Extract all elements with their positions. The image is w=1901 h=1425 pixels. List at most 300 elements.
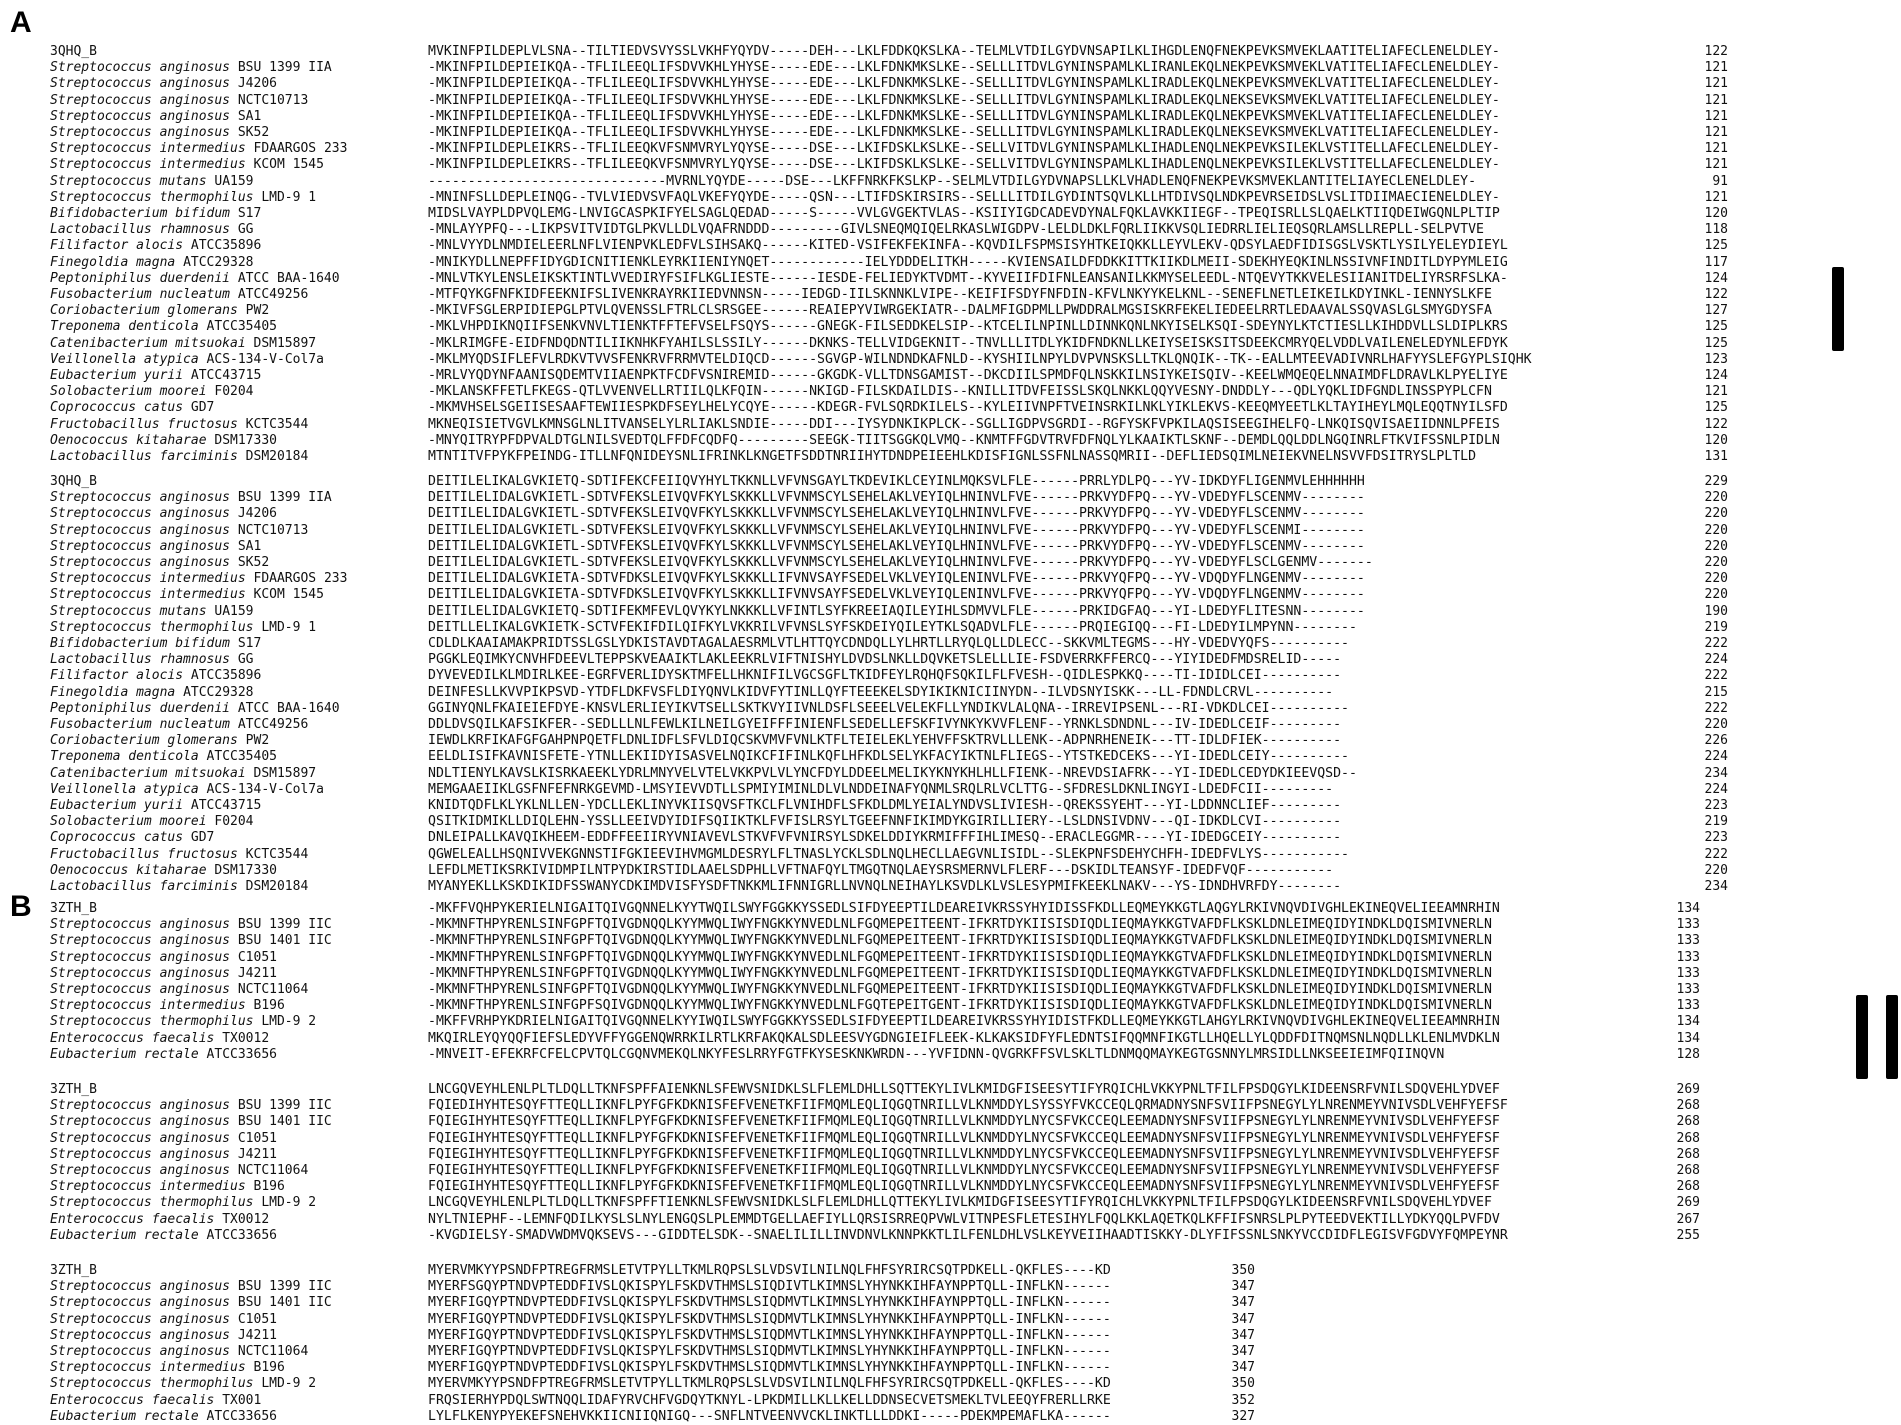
residue-count: 347 [1231,1344,1255,1359]
species-genus: Streptococcus intermedius [50,157,246,173]
residue-count: 124 [1704,368,1728,383]
sequence: -MKINFPILDEPIEIKQA--TFLILEEQLIFSDVVKHLYHYSE-----EDE---LKLFDNKMKSLKE--SELLLITDVLGYNINSPAMLKLIRADLEKQLNEKPEVKSMVEKLVATITELIAFECLENELDLEY- [428,108,1500,124]
species-name [50,1409,415,1425]
sequence: MYERFIGQYPTNDVPTEDDFIVSLQKISPYLFSKDVTHMSLSIQDMVTLKIMNSLYHYNKKIHFAYNPPTQLL-INFLKN------ [428,1311,1111,1327]
residue-count: 125 [1704,319,1728,335]
strain-id: DSM17330 [214,432,277,448]
sequence: -MKMNFTHPYRENLSINFGPFSQIVGDNQQLKYYMWQLIWYFNGKKYNVEDLNLFGQTEPEITGENT-IFKRTDYKIISISDIQDLIEQMAYKKGTVAFDFLKSKLDNLEIMEQIDYINDKLDQISMIVNERLN [428,998,1492,1014]
residue-count: 220 [1704,490,1728,506]
sequence: DEITLLELIKALGVKIETK-SCTVFEKIFDILQIFKYLVKKRILVFVNSLSYFSKDEIYQILEYTKLSQADVLFLE------PRQIEGIQQ---FI-LDEDYILMPYNN-------- [428,619,1357,635]
sequence: -MKLVHPDIKNQIIFSENKVNVLTIENKTFFTEFVSELFSQYS------GNEGK-FILSEDDKELSIP--KTCELILNPINLLDINNKQNLNKYISELKSQI-SDEYNYLKTCTIESLLKIHDDVLLSLDIPLKRS [428,319,1508,335]
species-name [50,950,415,966]
strain-id: ACS-134-V-Col7a [206,351,324,367]
species-name [50,352,415,368]
strain-id: ATCC49256 [237,717,309,732]
strain-id: NCTC10713 [237,522,309,538]
residue-count: 347 [1231,1327,1255,1343]
species-genus: Filifactor alocis [50,668,184,684]
strain-id: NCTC10713 [237,92,309,108]
species-name [50,620,415,636]
species-genus: 3ZTH_B [50,1263,97,1278]
species-name [50,917,415,933]
species-name [50,1312,415,1328]
sequence: QGWELEALLHSQNIVVEKGNNSTIFGKIEEVIHVMGMLDESRYLFLTNASLYCKLSDLNQLHECLLAEGVNLISIDL--SLEKPNFSDEHYCHFH-IDEDFVLYS----------- [428,846,1349,862]
species-genus: Oenococcus kitaharae [50,432,207,448]
strain-id: BSU 1401 IIC [237,1295,332,1311]
strain-id: LMD-9 1 [261,189,317,205]
sequence: -MNLAYYPFQ---LIKPSVITVIDTGLPKVLLDLVQAFRNDDD---------GIVLSNEQMQIQELRKASLWIGDPV-LELDLDKLFQRLIIKKVSQLIEDRRLIELIEQSQRLAMSLLREPLL-SELPVTVE [428,222,1484,238]
species-genus: 3ZTH_B [50,901,97,916]
residue-count: 118 [1704,222,1728,238]
residue-count: 222 [1704,636,1728,651]
strain-id: J4211 [237,965,277,981]
group-ii-bar-left [1856,995,1868,1079]
strain-id: KCOM 1545 [253,587,324,603]
sequence: DEITILELIDALGVKIETQ-SDTIFEKMFEVLQVYKYLNKKKLLVFINTLSYFKREEIAQILEYIHLSDMVVLFLE------PRKIDGFAQ---YI-LDEDYFLITESNN-------- [428,603,1365,619]
sequence: LYLFLKENYPYEKEFSNEHVKKIICNIIQNIGQ---SNFLNTVEENVVCKLINKTLLLDDKI-----PDEKMPEMAFLKA------ [428,1408,1111,1424]
species-name [50,901,415,917]
sequence: -MKINFPILDEPIEIKQA--TFLILEEQLIFSDVVKHLYHYSE-----EDE---LKLFDNKMKSLKE--SELLLITDVLGYNINSPAMLKLIRADLEKQLNEKSEVKSMVEKLVATITELIAFECLENELDLEY- [428,125,1500,140]
species-name [50,449,415,465]
strain-id: ACS-134-V-Col7a [206,781,324,797]
strain-id: ATCC35405 [206,319,277,335]
strain-id: FDAARGOS 233 [253,141,348,157]
species-name [50,1131,415,1147]
residue-count: 220 [1704,522,1728,538]
residue-count: 121 [1704,108,1728,124]
residue-count: 125 [1704,335,1728,351]
species-genus: Veillonella atypica [50,351,199,367]
residue-count: 133 [1676,982,1700,997]
species-name [50,766,415,782]
sequence: CDLDLKAAIAMAKPRIDTSSLGSLYDKISTAVDTAGALAESRMLVTLHTTQYCDNDQLLYLHRTLLRYQLQLLDLECC--SKKVMLTEGMS---HY-VDEDVYQFS---------- [428,636,1349,651]
strain-id: BSU 1399 IIA [237,490,332,506]
residue-count: 219 [1704,814,1728,830]
strain-id: B196 [253,1179,285,1195]
species-genus: Streptococcus anginosus [50,1098,231,1114]
strain-id: PW2 [245,733,270,749]
species-genus: Streptococcus anginosus [50,108,231,124]
species-genus: Coprococcus catus [50,830,184,846]
strain-id: TX001 [222,1392,262,1408]
residue-count: 121 [1704,157,1728,173]
strain-id: C1051 [237,949,277,965]
species-genus: Eubacterium rectale [50,1046,199,1062]
species-name [50,685,415,701]
species-genus: Streptococcus anginosus [50,125,231,140]
species-name [50,555,415,571]
residue-count: 327 [1231,1408,1255,1424]
species-genus: Streptococcus anginosus [50,506,231,522]
sequence: -MKINFPILDEPIEIKQA--TFLILEEQLIFSDVVKHLYHYSE-----EDE---LKLFDNKMKSLKE--SELLLITDVLGYNINSPAMLKLIRADLEKQLNEKPEVKSMVEKLVATITELIAFECLENELDLEY- [428,76,1500,92]
species-name [50,60,415,76]
species-genus: Streptococcus intermedius [50,998,246,1014]
residue-count: 128 [1676,1046,1700,1062]
species-genus: Coprococcus catus [50,400,184,416]
species-genus: Lactobacillus farciminis [50,449,238,464]
sequence: -MKINFPILDEPLEIKRS--TFLILEEQKVFSNMVRYLYQYSE-----DSE---LKIFDSKLKSLKE--SELLVITDVLGYNINSPAMLKLIHADLENQLNEKPEVKSILEKLVSTITELLAFECLENELDLEY- [428,157,1500,173]
sequence: DEITILELIDALGVKIETL-SDTVFEKSLEIVQVFKYLSKKKLLVFVNMSCYLSEHELAKLVEYIQLHNINVLFVE------PRKVYDFPQ---YV-VDEDYFLSCENMV-------- [428,490,1365,506]
residue-count: 121 [1704,141,1728,157]
sequence: FRQSIERHYPDQLSWTNQQLIDAFYRVCHFVGDQYTKNYL-LPKDMILLKLLKELLDDNSECVETSMEKLTVLEEQYFRERLLRKE [428,1392,1111,1408]
species-genus: Streptococcus anginosus [50,1327,231,1343]
species-name [50,490,415,506]
strain-id: NCTC11064 [237,1163,309,1178]
species-name [50,474,415,490]
residue-count: 121 [1704,76,1728,92]
species-genus: Filifactor alocis [50,238,184,254]
strain-id: TX0012 [222,1211,270,1227]
species-genus: Catenibacterium mitsuokai [50,335,246,351]
sequence: -MTFQYKGFNFKIDFEEKNIFSLIVENKRAYRKIIEDVNNSN-----IEDGD-IILSKNNKLVIPE--KEIFIFSDYFNFDIN-KFVLNKYYKELKNL--SENEFLNETLEIKEILKDYINKL-IENNYSLKFE [428,287,1492,302]
sequence: MYERFIGQYPTNDVPTEDDFIVSLQKISPYLFSKDVTHMSLSIQDMVTLKIMNSLYHYNKKIHFAYNPPTQLL-INFLKN------ [428,1327,1111,1343]
sequence: -MNLVYYDLNMDIELEERLNFLVIENPVKLEDFVLSIHSAKQ------KITED-VSIFEKFEKINFA--KQVDILFSPMSISYHTKEIQKKLLEYVLEKV-QDSYLAEDFIDISGSLVSKTLYSILYELEYDIEYL [428,238,1508,254]
species-genus: Treponema denticola [50,749,199,765]
sequence: MEMGAAEIIKLGSFNFEFNRKGEVMD-LMSYIEVVDTLLSPMIYIMINLDLVLNDDEINAFYQNMLSRQLRLVCLTTG--SFDRESLDKNLINGYI-LDEDFCII--------- [428,781,1334,797]
species-genus: Streptococcus anginosus [50,982,231,997]
species-name [50,238,415,254]
species-genus: Finegoldia magna [50,254,176,270]
species-genus: Streptococcus mutans [50,173,207,189]
species-name [50,1014,415,1030]
species-genus: Lactobacillus farciminis [50,879,238,894]
species-name [50,966,415,982]
residue-count: 133 [1676,917,1700,933]
strain-id: TX0012 [222,1030,270,1046]
species-genus: Catenibacterium mitsuokai [50,765,246,781]
strain-id: ATCC29328 [183,254,254,270]
residue-count: 219 [1704,619,1728,635]
species-name [50,733,415,749]
sequence: MYERFSGQYPTNDVPTEDDFIVSLQKISPYLFSKDVTHMSLSIQDIVTLKIMNSLYHYNKKIHFAYNPPTQLL-INFLKN------ [428,1279,1111,1295]
species-genus: Streptococcus anginosus [50,1279,231,1295]
species-genus: Streptococcus intermedius [50,1179,246,1195]
sequence: -KVGDIELSY-SMADVWDMVQKSEVS---GIDDTELSDK--SNAELILILLINVDNVLKNNPKKTLILFENLDHLVSLKEYVEIIHAADTISKKY-DLYFIFSSNLSNKYVCCDIDFLEGISVFGDVYFQMPEYNR [428,1227,1508,1243]
species-name [50,604,415,620]
sequence: -MKLANSKFFETLFKEGS-QTLVVENVELLRTIILQLKFQIN------NKIGD-FILSKDAILDIS--KNILLITDVFEISSLSKQLNKKLQQYVESNY-DNDDLY---QDLYQKLIDFGNDLINSSPYPLCFN [428,384,1492,400]
residue-count: 134 [1676,1014,1700,1030]
residue-count: 220 [1704,571,1728,587]
species-name [50,1279,415,1295]
sequence: MTNTITVFPYKFPEINDG-ITLLNFQNIDEYSNLIFRINKLKNGETFSDDTNRIIHYTDNDPEIEEHLKDISFIGNLSSFNLNASSQMRII--DEFLIEDSQIMLNEIEKVNELNSVVFDSITRYSLPLTLD [428,449,1477,464]
residue-count: 224 [1704,652,1728,668]
residue-count: 133 [1676,949,1700,965]
species-genus: Solobacterium moorei [50,384,207,400]
species-name [50,44,415,60]
residue-count: 350 [1231,1376,1255,1392]
species-name [50,109,415,125]
species-genus: Streptococcus anginosus [50,490,231,506]
sequence: DEITILELIDALGVKIETL-SDTVFEKSLEIVQVFKYLSKKKLLVFVNMSCYLSEHELAKLVEYIQLHNINVLFVE------PRKVYDFPQ---YV-VDEDYFLSCENMI-------- [428,522,1365,538]
strain-id: DSM15897 [253,765,317,781]
sequence: -MNLVTKYLENSLEIKSKTINTLVVEDIRYFSIFLKGLIESTE------IESDE-FELIEDYKTVDMT--KYVEIIFDIFNLEANSANILKKMYSELEEDL-NTQEVYTKKVELESIIANITDELIYRSRFSLKA- [428,270,1508,286]
species-genus: Streptococcus anginosus [50,933,231,949]
strain-id: B196 [253,998,285,1014]
sequence: DEITILELIKALGVKIETQ-SDTIFEKCFEIIQVYHYLTKKNLLVFVNSGAYLTKDEVIKLCEYINLMQKSVLFLE------PRRLYDLPQ---YV-IDKDYFLIGENMVLEHHHHHH [428,474,1365,489]
species-name [50,701,415,717]
species-name [50,1114,415,1130]
sequence: -MKMNFTHPYRENLSINFGPFTQIVGDNQQLKYYMWQLIWYFNGKKYNVEDLNLFGQMEPEITEENT-IFKRTDYKIISISDIQDLIEQMAYKKGTVAFDFLKSKLDNLEIMEQIDYINDKLDQISMIVNERLN [428,933,1492,949]
sequence: FQIEGIHYHTESQYFTTEQLLIKNFLPYFGFKDKNISFEFVENETKFIIFMQMLEQLIQGQTNRILLVLKNMDDYLNYCSFVKCCEQLEEMADNYSNFSVIIFPSNEGYLYLNRENMEYVNIVSDLVEHFYEFSF [428,1114,1500,1130]
species-genus: Eubacterium yurii [50,368,184,383]
strain-id: BSU 1401 IIC [237,933,332,949]
species-name [50,982,415,998]
residue-count: 91 [1712,173,1728,189]
species-name [50,190,415,206]
residue-count: 234 [1704,765,1728,781]
strain-id: SK52 [237,125,270,140]
species-name [50,1263,415,1279]
species-genus: Peptoniphilus duerdenii [50,700,231,716]
species-name [50,141,415,157]
strain-id: LMD-9 2 [261,1014,317,1030]
sequence: -MKLRIMGFE-EIDFNDQDNTILIIKNHKFYAHILSLSSILY------DKNKS-TELLVIDGEKNIT--TNVLLLITDLYKIDFNDKNLLKEIYSEISKSITSDEEKCMRYQELVDDLVAILENELEDYNLEFDYK [428,335,1508,351]
sequence: FQIEGIHYHTESQYFTTEQLLIKNFLPYFGFKDKNISFEFVENETKFIIFMQMLEQLIQGQTNRILLVLKNMDDYLNYCSFVKCCEQLEEMADNYSNFSVIIFPSNEGYLYLNRENMEYVNIVSDLVEHFYEFSF [428,1163,1500,1178]
strain-id: KCTC3544 [245,416,309,432]
species-genus: Fusobacterium nucleatum [50,717,231,732]
residue-count: 220 [1704,862,1728,878]
sequence: IEWDLKRFIKAFGFGAHPNPQETFLDNLIDFLSFVLDIQCSKVMVFVNLKTFLTEIELEKLYEHVFFSKTRVLLLENK--ADPNRHENEIK---TT-IDLDFIEK---------- [428,733,1342,749]
species-name [50,847,415,863]
residue-count: 350 [1231,1263,1255,1278]
species-name [50,539,415,555]
species-name [50,1031,415,1047]
residue-count: 222 [1704,700,1728,716]
residue-count: 220 [1704,587,1728,603]
sequence: MVKINFPILDEPLVLSNA--TILTIEDVSVYSSLVKHFYQYDV-----DEH---LKLFDDKQKSLKA--TELMLVTDILGYDVNSAPILKLIHGDLENQFNEKPEVKSMVEKLAATITELIAFECLENELDLEY- [428,44,1500,59]
residue-count: 220 [1704,717,1728,732]
sequence: -MKMNFTHPYRENLSINFGPFTQIVGDNQQLKYYMWQLIWYFNGKKYNVEDLNLFGQMEPEITEENT-IFKRTDYKIISISDIQDLIEQMAYKKGTVAFDFLKSKLDNLEIMEQIDYINDKLDQISMIVNERLN [428,949,1492,965]
sequence: GGINYQNLFKAIEIEFDYE-KNSVLERLIEYIKVTSELLSKTKVYIIVNLDSFLSEEELVELEKFLLYNDIKVLALQNA--IRREVIPSENL---RI-VDKDLCEI---------- [428,700,1349,716]
residue-count: 134 [1676,901,1700,916]
sequence: -MNYQITRYPFDPVALDTGLNILSVEDTQLFFDFCQDFQ---------SEEGK-TIITSGGKQLVMQ--KNMTFFGDVTRVFDFNQLYLKAAIKTLSKNF--DEMDLQQLDDLNGQINRLFTKVIFSSNLPIDLN [428,432,1500,448]
sequence: -MKIVFSGLERPIDIEPGLPTVLQVENSSLFTRLCLSRSGEE------REAIEPYVIWRGEKIATR--DALMFIGDPMLLPWDDRALMGSISKRFEKELIEDEELRRTLEDAAVALSSQVASLGLSMYGDYSFA [428,303,1492,319]
strain-id: J4206 [237,76,277,92]
species-genus: Streptococcus anginosus [50,522,231,538]
strain-id: DSM15897 [253,335,317,351]
species-genus: 3QHQ_B [50,44,97,59]
sequence: MKQIRLEYQYQQFIEFSLEDYVFFYGGENQWRRKILRTLKRFAKQKALSDLEESVYGDNGIEIFLEEK-KLKAKSIDFYFLEDNTSIFQQMNFIKGTLLHQELLYLQDDFDITNQMSNLNQDLLKLENLMVDKLN [428,1030,1500,1046]
sequence: NYLTNIEPHF--LEMNFQDILKYSLSLNYLENGQSLPLEMMDTGELLAEFIYLLQRSISRREQPVWLVITNPESFLETESIHYLFQQLKKLAQETKQLKFFIFSNRSLPLPYTEEDVEKTILLYDKYQQLPVFDV [428,1211,1500,1227]
species-genus: Streptococcus anginosus [50,1311,231,1327]
strain-id: B196 [253,1360,285,1376]
strain-id: ATCC BAA-1640 [237,270,340,286]
sequence: EELDLISIFKAVNISFETE-YTNLLEKIIDYISASVELNQIKCFIFINLKQFLHFKDLSELYKFACYIKTNLFLIEGS--YTSTKEDCEKS---YI-IDEDLCEIY---------- [428,749,1349,765]
residue-count: 127 [1704,303,1728,319]
species-genus: Streptococcus intermedius [50,571,246,587]
species-name [50,206,415,222]
residue-count: 117 [1704,254,1728,270]
strain-id: LMD-9 2 [261,1376,317,1392]
sequence: DEITILELIDALGVKIETL-SDTVFEKSLEIVQVFKYLSKKKLLVFVNMSCYLSEHELAKLVEYIQLHNINVLFVE------PRKVYDFPQ---YV-VDEDYFLSCLGENMV------- [428,555,1373,570]
sequence: LNCGQVEYHLENLPLTLDQLLTKNFSPFFAIENKNLSFEWVSNIDKLSLFLEMLDHLLSQTTEKYLIVLKMIDGFISEESYTIFYRQICHLVKKYPNLTFILFPSDQGYLKIDEENSRFVNILSDQVEHLYDVEF [428,1082,1500,1097]
species-genus: Enterococcus faecalis [50,1392,215,1408]
strain-id: F0204 [214,384,254,400]
species-name [50,652,415,668]
species-name [50,1047,415,1063]
strain-id: J4206 [237,506,277,522]
residue-count: 268 [1676,1163,1700,1178]
sequence: MKNEQISIETVGVLKMNSGLNLITVANSELYLRLIAKLSNDIE-----DDI---IYSYDNKIKPLCK--SGLLIGDPVSGRDI--RGFYSKFVPKILAQSISEEGIHELFQ-LNKQISQVISAEIIDNNLPFEIS [428,416,1500,432]
species-genus: Streptococcus anginosus [50,60,231,76]
species-genus: Streptococcus anginosus [50,965,231,981]
species-name [50,1295,415,1311]
strain-id: KCOM 1545 [253,157,324,173]
sequence: MYERVMKYYPSNDFPTREGFRMSLETVTPYLLTKMLRQPSLSLVDSVILNILNQLFHFSYRIRCSQTPDKELL-QKFLES----KD [428,1376,1111,1392]
species-name [50,1147,415,1163]
strain-id: NCTC11064 [237,982,309,997]
sequence: DEINFESLLKVVPIKPSVD-YTDFLDKFVSFLDIYQNVLKIDVFYTINLLQYFTEEEKELSDYIKIKNICIINYDN--ILVDSNYISKK---LL-FDNDLCRVL---------- [428,684,1334,700]
residue-count: 190 [1704,603,1728,619]
sequence: -MKMVHSELSGEIISESAAFTEWIIESPKDFSEYLHELYCQYE------KDEGR-FVLSQRDKILELS--KYLEIIVNPFTVEINSRKILNKLYIKLEKVS-KEEQMYEETLKLTAYIHEYLMQLEQQTNYILSFD [428,400,1508,416]
species-name [50,998,415,1014]
residue-count: 123 [1704,351,1728,367]
sequence: PGGKLEQIMKYCNVHFDEEVLTEPPSKVEAAIKTLAKLEEKRLVIFTNISHYLDVDSLNKLLDQVKETSLELLLIE-FSDVERRKFFERCQ---YIYIDEDFMDSRELID----- [428,652,1342,668]
strain-id: ATCC29328 [183,684,254,700]
sequence: MYERFIGQYPTNDVPTEDDFIVSLQKISPYLFSKDVTHMSLSIQDMVTLKIMNSLYHYNKKIHFAYNPPTQLL-INFLKN------ [428,1344,1111,1359]
species-name [50,830,415,846]
species-genus: Streptococcus anginosus [50,1295,231,1311]
species-genus: Streptococcus anginosus [50,1114,231,1130]
species-genus: Bifidobacterium bifidum [50,206,231,221]
strain-id: ATCC43715 [190,368,262,383]
sequence: -MKMNFTHPYRENLSINFGPFTQIVGDNQQLKYYMWQLIWYFNGKKYNVEDLNLFGQMEPEITEENT-IFKRTDYKIISISDIQDLIEQMAYKKGTVAFDFLKSKLDNLEIMEQIDYINDKLDQISMIVNERLN [428,982,1492,997]
species-genus: Fusobacterium nucleatum [50,287,231,302]
strain-id: BSU 1399 IIC [237,1279,332,1295]
species-genus: Streptococcus thermophilus [50,619,254,635]
species-name [50,1195,415,1211]
residue-count: 223 [1704,830,1728,846]
sequence: MYERVMKYYPSNDFPTREGFRMSLETVTPYLLTKMLRQPSLSLVDSVILNILNQLFHFSYRIRCSQTPDKELL-QKFLES----KD [428,1263,1111,1278]
strain-id: ATCC BAA-1640 [237,700,340,716]
residue-count: 268 [1676,1146,1700,1162]
strain-id: SA1 [237,538,262,554]
sequence: -MNIKYDLLNEPFFIDYGDICNITIENKLEYRKIIENIYNQET------------IELYDDDELITKH-----KVIENSAILDFDDKKITTKIIKDLMEII-SDEKHYEQKINLNSSIVNFINDITLDYPYMLEIG [428,254,1508,270]
sequence: DDLDVSQILKAFSIKFER--SEDLLLNLFEWLKILNEILGYEIFFFINIENFLSEDELLEFSKFIVYNKYKVVFLENF--YRNKLSDNDNL---IV-IDEDLCEIF--------- [428,717,1342,732]
strain-id: DSM20184 [245,449,309,464]
residue-count: 347 [1231,1311,1255,1327]
sequence: QSITKIDMIKLLDIQLEHN-YSSLLEEIVDYIDIFSQIIKTKLFVFISLRSYLTGEEFNNFIKIMDYKGIRILLIERY--LSLDNSIVDNV---QI-IDKDLCVI---------- [428,814,1342,830]
species-genus: Streptococcus intermedius [50,141,246,157]
species-name [50,1376,415,1392]
strain-id: NCTC11064 [237,1344,309,1359]
residue-count: 224 [1704,781,1728,797]
strain-id: ATCC35405 [206,749,277,765]
residue-count: 226 [1704,733,1728,749]
sequence: ------------------------------MVRNLYQYDE-----DSE---LKFFNRKFKSLKP--SELMLVTDILGYDVNAPSLLKLVHADLENQFNEKPEVKSMVEKLANTITELIAYECLENELDLEY- [428,173,1477,189]
strain-id: S17 [237,206,262,221]
strain-id: ATCC33656 [206,1046,277,1062]
strain-id: PW2 [245,303,270,319]
sequence: FQIEGIHYHTESQYFTTEQLLIKNFLPYFGFKDKNISFEFVENETKFIIFMQMLEQLIQGQTNRILLVLKNMDDYLNYCSFVKCCEQLEEMADNYSNFSVIIFPSNEGYLYLNRENMEYVNIVSDLVEHFYEFSF [428,1130,1500,1146]
strain-id: ATCC43715 [190,798,262,813]
species-genus: Fructobacillus fructosus [50,846,238,862]
residue-count: 268 [1676,1130,1700,1146]
strain-id: J4211 [237,1146,277,1162]
species-name [50,879,415,895]
species-genus: Streptococcus thermophilus [50,1376,254,1392]
species-name [50,863,415,879]
species-name [50,287,415,303]
species-name [50,1082,415,1098]
residue-count: 125 [1704,400,1728,416]
sequence: -MKLMYQDSIFLEFVLRDKVTVVSFENKRVFRRMVTELDIQCD------SGVGP-WILNDNDKAFNLD--KYSHIILNPYLDVPVNSKSLLTKLQNQIK--TK--EALLMTEEVADIVNRLHAFYYSLEFGYPLSIQHK [428,351,1532,367]
species-name [50,400,415,416]
strain-id: DSM20184 [245,879,309,894]
residue-count: 223 [1704,798,1728,813]
strain-id: ATCC33656 [206,1227,277,1243]
strain-id: ATCC49256 [237,287,309,302]
residue-count: 122 [1704,416,1728,432]
species-genus: Streptococcus thermophilus [50,189,254,205]
strain-id: BSU 1401 IIC [237,1114,332,1130]
residue-count: 120 [1704,432,1728,448]
strain-id: GD7 [190,400,215,416]
species-genus: Eubacterium rectale [50,1408,199,1424]
strain-id: BSU 1399 IIC [237,1098,332,1114]
residue-count: 131 [1704,449,1728,464]
species-genus: Streptococcus anginosus [50,538,231,554]
residue-count: 268 [1676,1114,1700,1130]
strain-id: J4211 [237,1327,277,1343]
sequence: -MKMNFTHPYRENLSINFGPFTQIVGDNQQLKYYMWQLIWYFNGKKYNVEDLNLFGQMEPEITEENT-IFKRTDYKIISISDIQDLIEQMAYKKGTVAFDFLKSKLDNLEIMEQIDYINDKLDQISMIVNERLN [428,917,1492,933]
species-name [50,255,415,271]
residue-count: 220 [1704,555,1728,570]
residue-count: 134 [1676,1030,1700,1046]
species-name [50,384,415,400]
species-name [50,1393,415,1409]
species-genus: Treponema denticola [50,319,199,335]
residue-count: 124 [1704,270,1728,286]
species-name [50,157,415,173]
species-name [50,93,415,109]
sequence: -MKINFPILDEPIEIKQA--TFLILEEQLIFSDVVKHLYHYSE-----EDE---LKLFDNKMKSLKE--SELLLITDVLGYNINSPAMLKLIRADLEKQLNEKSEVKSMVEKLVATITELIAFECLENELDLEY- [428,92,1500,108]
sequence: -MKINFPILDEPIEIKQA--TFLILEEQLIFSDVVKHLYHYSE-----EDE---LKLFDNKMKSLKE--SELLLITDVLGYNINSPAMLKLIRANLEKQLNEKPEVKSMVEKLVATITELIAFECLENELDLEY- [428,60,1500,76]
residue-count: 121 [1704,125,1728,140]
species-name [50,571,415,587]
species-name [50,506,415,522]
species-genus: Streptococcus anginosus [50,92,231,108]
residue-count: 269 [1676,1082,1700,1097]
species-name [50,814,415,830]
species-name [50,717,415,733]
species-genus: Streptococcus anginosus [50,555,231,570]
species-genus: Lactobacillus rhamnosus [50,222,231,238]
residue-count: 122 [1704,287,1728,302]
sequence: MYANYEKLLKSKDIKIDFSSWANYCDKIMDVISFYSDFTNKKMLIFNNIGRLLNVNQLNEIHAYLKSVDLKLVSLESYPMIFKEEKLNAKV---YS-IDNDHVRFDY-------- [428,879,1342,894]
species-name [50,417,415,433]
species-genus: Streptococcus thermophilus [50,1014,254,1030]
strain-id: BSU 1399 IIC [237,917,332,933]
strain-id: ATCC35896 [190,668,262,684]
strain-id: C1051 [237,1311,277,1327]
strain-id: BSU 1399 IIA [237,60,332,76]
species-genus: Enterococcus faecalis [50,1211,215,1227]
species-name [50,76,415,92]
residue-count: 234 [1704,879,1728,894]
species-genus: Enterococcus faecalis [50,1030,215,1046]
species-genus: 3QHQ_B [50,474,97,489]
sequence: -MKINFPILDEPLEIKRS--TFLILEEQKVFSNMVRYLYQYSE-----DSE---LKIFDSKLKSLKE--SELLVITDVLGYNINSPAMLKLIHADLENQLNEKPEVKSILEKLVSTITELLAFECLENELDLEY- [428,141,1500,157]
species-name [50,1360,415,1376]
species-genus: Streptococcus intermedius [50,587,246,603]
strain-id: SK52 [237,555,270,570]
residue-count: 220 [1704,538,1728,554]
strain-id: UA159 [214,603,254,619]
residue-count: 121 [1704,384,1728,400]
residue-count: 133 [1676,965,1700,981]
species-name [50,336,415,352]
